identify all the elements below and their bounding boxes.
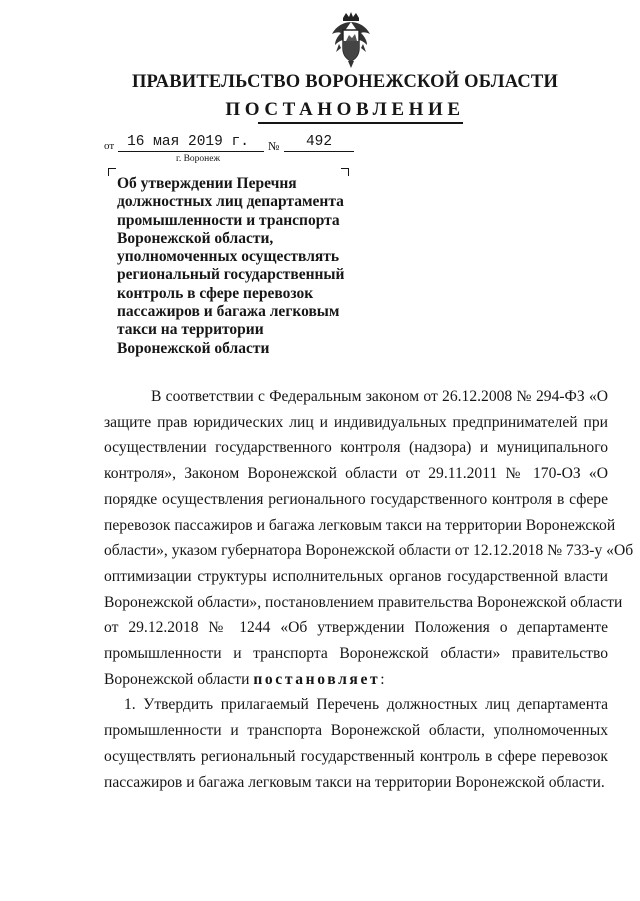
document-body bbox=[104, 384, 634, 795]
number-underline bbox=[284, 151, 354, 152]
item-1-line: осуществлять региональный государственный контроль в сфере перевозок bbox=[104, 747, 608, 765]
preamble-line: контроля», Законом Воронежской области от 29.11.2011 № 170-ОЗ «О bbox=[104, 465, 608, 483]
preamble-line: промышленности и транспорта Воронежской области» правительство bbox=[104, 645, 608, 663]
document-type: ПОСТАНОВЛЕНИЕ bbox=[225, 99, 465, 120]
document-date: 16 мая 2019 г. bbox=[127, 134, 249, 150]
preamble-line: В соответствии с Федеральным законом от 26.12.2008 № 294-ФЗ «О bbox=[151, 388, 608, 405]
subject-line: Воронежской области, bbox=[117, 229, 274, 247]
preamble-line: Воронежской области», постановлением правительства Воронежской области bbox=[104, 593, 623, 611]
resolve-prefix: Воронежской области bbox=[104, 670, 250, 688]
subject-line: должностных лиц департамента bbox=[117, 193, 344, 211]
subject-line: такси на территории bbox=[117, 321, 264, 339]
item-1-line: пассажиров и багажа легковым такси на территории Воронежской области. bbox=[104, 773, 605, 791]
preamble-line: перевозок пассажиров и багажа легковым такси на территории Воронежской bbox=[104, 516, 616, 534]
subject-line: пассажиров и багажа легковым bbox=[117, 303, 340, 321]
coat-of-arms-icon bbox=[326, 10, 376, 70]
subject-line: Об утверждении Перечня bbox=[117, 175, 297, 192]
preamble-line: защите прав юридических лиц и индивидуальных предпринимателей при bbox=[104, 413, 608, 431]
document-type-underline bbox=[258, 122, 463, 124]
resolve-line bbox=[104, 667, 608, 693]
subject-corner-left bbox=[108, 168, 116, 176]
document-meta bbox=[104, 134, 364, 157]
subject-line: уполномоченных осуществлять bbox=[117, 248, 340, 266]
preamble-line: области», указом губернатора Воронежской области от 12.12.2018 № 733-у «Об bbox=[104, 542, 634, 560]
preamble-line: осуществлении государственного контроля (надзора) и муниципального bbox=[104, 439, 608, 457]
item-1-line: 1. Утвердить прилагаемый Перечень должностных лиц департамента bbox=[124, 696, 608, 714]
preamble-line: от 29.12.2018 № 1244 «Об утверждении Положения о департаменте bbox=[104, 619, 608, 637]
document-number: 492 bbox=[305, 134, 333, 150]
subject-line: промышленности и транспорта bbox=[117, 211, 340, 229]
preamble-line: порядке осуществления регионального государственного контроля в сфере bbox=[104, 490, 608, 508]
subject-line: контроль в сфере перевозок bbox=[117, 284, 314, 302]
resolve-suffix: : bbox=[380, 670, 385, 688]
item-1-line: промышленности и транспорта Воронежской области, уполномоченных bbox=[104, 722, 608, 740]
city: г. Воронеж bbox=[176, 154, 221, 164]
subject-line: региональный государственный bbox=[117, 266, 345, 284]
subject-line: Воронежской области bbox=[117, 339, 270, 357]
date-prefix: от bbox=[104, 140, 115, 152]
resolve-word: постановляет bbox=[253, 670, 381, 688]
government-title: ПРАВИТЕЛЬСТВО ВОРОНЕЖСКОЙ ОБЛАСТИ bbox=[131, 72, 559, 92]
preamble-line: оптимизации структуры исполнительных органов государственной власти bbox=[104, 567, 608, 585]
date-underline bbox=[118, 151, 264, 152]
number-sign: № bbox=[268, 139, 280, 153]
document-subject bbox=[117, 175, 357, 358]
